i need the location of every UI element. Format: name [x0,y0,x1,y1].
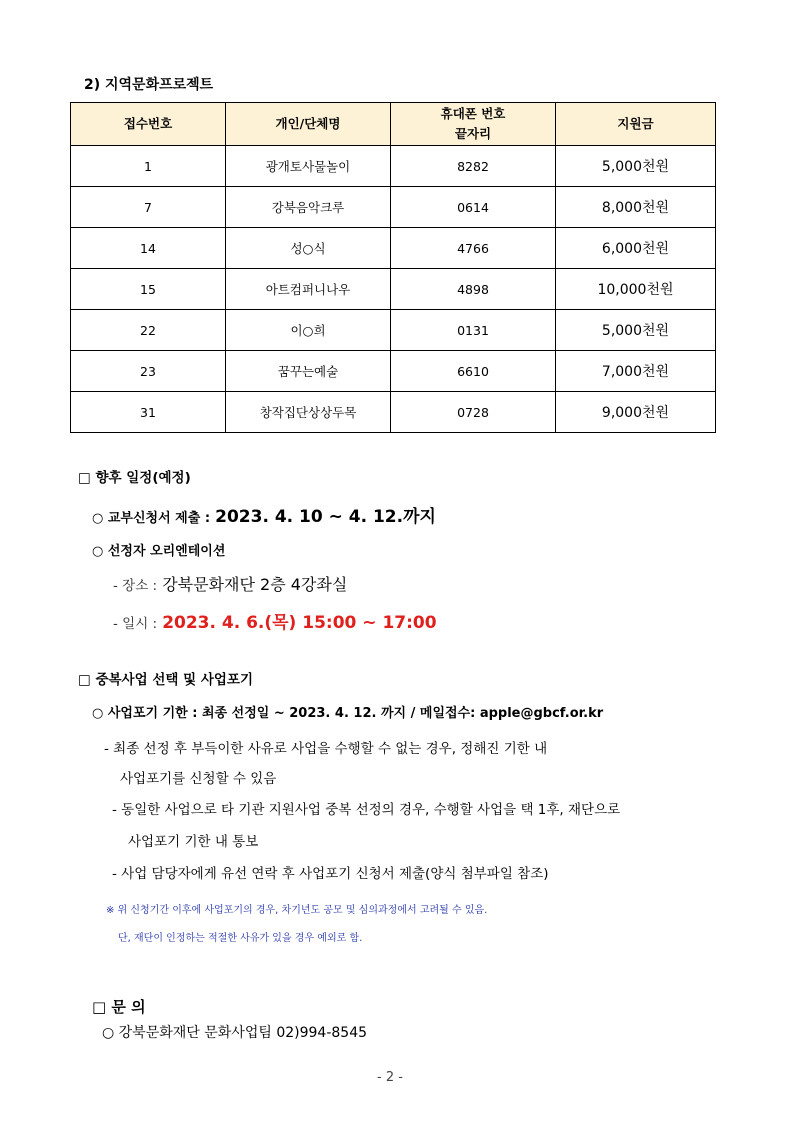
grant-table [70,102,716,433]
schedule-heading: □ 향후 일정(예정) [78,470,191,486]
cell-phone: 0728 [391,392,556,433]
duplicate-heading: □ 중복사업 선택 및 사업포기 [78,672,254,688]
header-phone-line1: 휴대폰 번호 [440,106,506,121]
orientation-time [113,608,437,633]
notice-line2: 단, 재단이 인정하는 적절한 사유가 있을 경우 예외로 함. [118,933,363,944]
cell-name: 창작집단상상두목 [226,392,391,433]
schedule-item-orientation: ○ 선정자 오리엔테이션 [92,544,226,559]
orientation-place [113,572,347,595]
cell-name: 아트컴퍼니나우 [226,269,391,310]
contact-heading: □ 문 의 [92,998,146,1016]
cell-amount: 9,000천원 [556,392,716,433]
table-row [71,392,716,433]
schedule-item-submission [92,502,436,527]
time-label: - 일시 : [113,616,158,632]
header-phone [391,103,556,146]
contact-line: ○ 강북문화재단 문화사업팀 02)994-8545 [102,1025,368,1041]
table-row [71,310,716,351]
cell-amount: 10,000천원 [556,269,716,310]
place-value: 강북문화재단 2층 4강좌실 [162,575,348,594]
cell-amount: 6,000천원 [556,228,716,269]
cell-phone: 6610 [391,351,556,392]
cell-amount: 5,000천원 [556,146,716,187]
notice-line1: ※ 위 신청기간 이후에 사업포기의 경우, 차기년도 공모 및 심의과정에서 고려될 수 있음. [106,905,488,916]
cell-phone: 8282 [391,146,556,187]
time-value: 2023. 4. 6.(목) 15:00 ~ 17:00 [162,613,437,633]
page-number: - 2 - [377,1070,403,1085]
header-name: 개인/단체명 [226,103,391,146]
cell-amount: 8,000천원 [556,187,716,228]
submission-period: 2023. 4. 10 ~ 4. 12.까지 [215,507,436,527]
cell-number: 15 [71,269,226,310]
cell-phone: 0131 [391,310,556,351]
cell-phone: 0614 [391,187,556,228]
cell-number: 31 [71,392,226,433]
withdrawal-line3: - 사업 담당자에게 유선 연락 후 사업포기 신청서 제출(양식 첨부파일 참조) [112,866,549,882]
withdrawal-line2a: - 동일한 사업으로 타 기관 지원사업 중복 선정의 경우, 수행할 사업을 택 1후, 재단으로 [112,802,621,818]
cell-number: 7 [71,187,226,228]
cell-phone: 4898 [391,269,556,310]
header-phone-line2: 끝자리 [454,126,492,141]
cell-name: 성○식 [226,228,391,269]
header-amount: 지원금 [556,103,716,146]
cell-amount: 7,000천원 [556,351,716,392]
header-number: 접수번호 [71,103,226,146]
withdrawal-deadline: ○ 사업포기 기한 : 최종 선정일 ~ 2023. 4. 12. 까지 / 메일접수: apple@gbcf.or.kr [92,706,604,721]
withdrawal-line1a: - 최종 선정 후 부득이한 사유로 사업을 수행할 수 없는 경우, 정해진 기한 내 [104,741,548,757]
place-label: - 장소 : [113,578,158,594]
cell-name: 강북음악크루 [226,187,391,228]
cell-name: 이○희 [226,310,391,351]
cell-phone: 4766 [391,228,556,269]
withdrawal-line1b: 사업포기를 신청할 수 있음 [120,771,277,787]
table-header-row [71,103,716,146]
withdrawal-line2b: 사업포기 기한 내 통보 [128,834,259,850]
cell-amount: 5,000천원 [556,310,716,351]
cell-number: 22 [71,310,226,351]
cell-number: 1 [71,146,226,187]
table-row [71,146,716,187]
cell-name: 광개토사물놀이 [226,146,391,187]
cell-number: 23 [71,351,226,392]
cell-number: 14 [71,228,226,269]
submission-label: ○ 교부신청서 제출 : [92,511,211,526]
section-title: 2) 지역문화프로젝트 [84,77,214,93]
table-row [71,351,716,392]
table-row [71,269,716,310]
cell-name: 꿈꾸는예술 [226,351,391,392]
table-row [71,228,716,269]
table-row [71,187,716,228]
